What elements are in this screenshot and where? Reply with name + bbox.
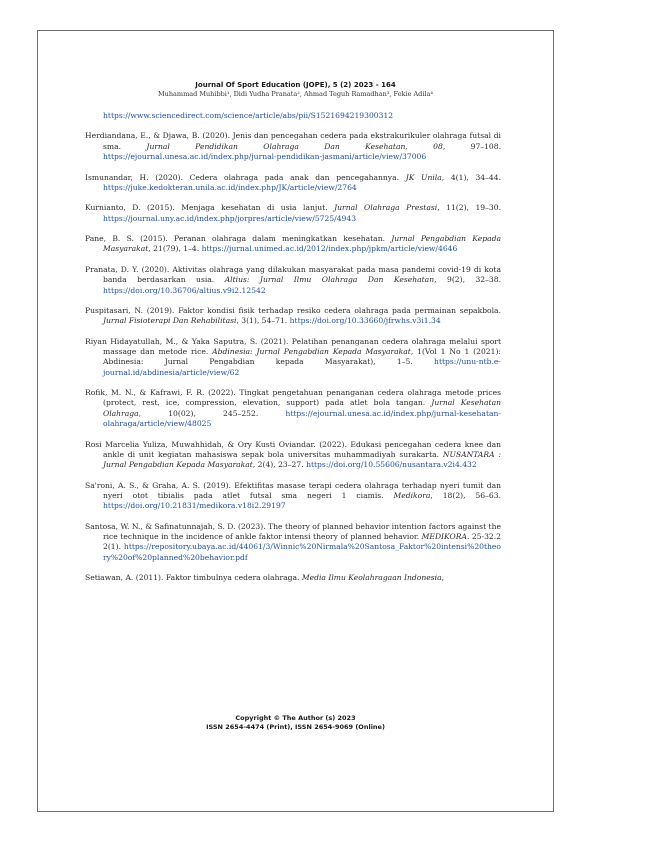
document-page [37, 30, 554, 812]
copyright-notice: Copyright © The Author (s) 2023 [235, 714, 356, 722]
reference-link[interactable]: https://juke.kedokteran.unila.ac.id/index.php/JK/article/view/2764 [103, 182, 357, 192]
reference-item: Pane, B. S. (2015). Peranan olahraga dalam meningkatkan kesehatan. Jurnal Pengabdian Kepada Masyarakat, 21(79), 1–4. https://jurnal.unimed.ac.id/2012/index.php/jpkm/article/view/4646 [85, 234, 501, 254]
reference-item: Sa'roni, A. S., & Graha, A. S. (2019). Efektifitas masase terapi cedera olahraga terhadap nyeri tumit dan nyeri otot tibialis pada atlet futsal sma negeri 1 ciamis. Medikora, 18(2), 56–63. https://doi.org/10.21831/medikora.v18i2.29197 [85, 480, 501, 511]
reference-link[interactable]: https://unu-ntb.e-journal.id/abdinesia/article/view/62 [103, 357, 501, 377]
reference-item: Kurnianto, D. (2015). Menjaga kesehatan di usia lanjut. Jurnal Olahraga Prestasi, 11(2), 19–30. https://journal.uny.ac.id/index.php/jorpres/article/view/5725/4943 [85, 203, 501, 223]
author-list: Muhammad Muhibbi¹, Didi Yudha Pranata², Ahmad Teguh Ramadhan³, Fekie Adila⁴ [158, 90, 433, 98]
reference-link[interactable]: https://repository.ubaya.ac.id/44061/3/Winnic%20Nirmala%20Santosa_Faktor%20intensi%20theory%20of%20planned%20behavior.pdf [103, 542, 501, 562]
reference-item: Pranata, D. Y. (2020). Aktivitas olahraga yang dilakukan masyarakat pada masa pandemi covid-19 di kota banda berdasarkan usia. Altius: Jurnal Ilmu Olahraga Dan Kesehatan, 9(2), 32–38. https://doi.org/10.36706/altius.v9i2.12542 [85, 264, 502, 295]
journal-title: Journal Of Sport Education (JOPE), 5 (2) 2023 - 164 [195, 81, 396, 89]
reference-link[interactable]: https://ejournal.unesa.ac.id/index.php/jurnal-kesehatan-olahraga/article/view/48025 [103, 408, 501, 429]
reference-link[interactable]: https://doi.org/10.36706/altius.v9i2.12542 [103, 285, 266, 295]
page-header [38, 81, 553, 99]
reference-item: Setiawan, A. (2011). Faktor timbulnya cedera olahraga. Media Ilmu Keolahragaan Indonesia, [85, 573, 445, 583]
reference-item: Herdiandana, E., & Djawa, B. (2020). Jenis dan pencegahan cedera pada ekstrakurikuler olahraga futsal di sma. Jurnal Pendidikan Olahraga Dan Kesehatan, 08, 97–108. https://ejournal.unesa.ac.id/index.php/jurnal-pendidikan-jasmani/article/view/37006 [85, 131, 501, 162]
reference-link[interactable]: https://doi.org/10.21831/medikora.v18i2.29197 [103, 501, 286, 511]
reference-item: Rofik, M. N., & Kafrawi, F. R. (2022). Tingkat pengetahuan penanganan cedera olahraga metode prices (protect, rest, ice, compression, elevation, support) pada atlet bola tangan. Jurnal Kesehatan Olahraga, 10(02), 245–252. https://ejournal.unesa.ac.id/index.php/jurnal-kesehatan-olahraga/article/view/48025 [85, 388, 501, 429]
reference-link[interactable]: https://journal.uny.ac.id/index.php/jorpres/article/view/5725/4943 [103, 213, 357, 223]
issn-line: ISSN 2654-4474 (Print), ISSN 2654-9069 (Online) [206, 723, 385, 731]
reference-link[interactable]: https://jurnal.unimed.ac.id/2012/index.php/jpkm/article/view/4646 [201, 244, 458, 254]
reference-item: Santosa, W. N., & Safinatunnajah, S. D. (2023). The theory of planned behavior intention factors against the rice technique in the incidence of ankle faktor intensi theory of planned behavior. MEDIKORA. 25-32.22(1). https://repository.ubaya.ac.id/44061/3/Winnic%20Nirmala%20Santosa_Faktor%20intensi%20theory%20of%20planned%20behavior.pdf [85, 521, 502, 562]
reference-item: Riyan Hidayatullah, M., & Yaka Saputra, S. (2021). Pelatihan penanganan cedera olahraga melalui sport massage dan metode rice. Abdinesia: Jurnal Pengabdian Kepada Masyarakat, 1(Vol 1 No 1 (2021): Abdinesia: Jurnal Pengabdian kepada Masyarakat), 1–5. https://unu-ntb.e-journal.id/abdinesia/article/view/62 [85, 336, 501, 377]
reference-item: Ismunandar, H. (2020). Cedera olahraga pada anak dan pencegahannya. JK Unila, 4(1), 34–44. https://juke.kedokteran.unila.ac.id/index.php/JK/article/view/2764 [85, 172, 502, 192]
reference-item: Puspitasari, N. (2019). Faktor kondisi fisik terhadap resiko cedera olahraga pada permainan sepakbola. Jurnal Fisioterapi Dan Rehabilitasi, 3(1), 54–71. https://doi.org/10.33660/jfrwhs.v3i1.34 [85, 305, 501, 326]
reference-link[interactable]: https://doi.org/10.55606/nusantara.v2i4.432 [306, 460, 477, 470]
reference-list [85, 111, 501, 594]
reference-link[interactable]: https://ejournal.unesa.ac.id/index.php/jurnal-pendidikan-jasmani/article/view/37006 [103, 152, 427, 162]
page-footer [38, 714, 553, 732]
reference-link[interactable]: https://doi.org/10.33660/jfrwhs.v3i1.34 [289, 316, 441, 326]
reference-item: Rosi Marcelia Yuliza, Muwahhidah, & Ory Kusti Oviandar. (2022). Edukasi pencegahan cedera knee dan ankle di unit kegiatan mahasiswa sepak bola universitas muhammadiyah surakarta. NUSANTARA : Jurnal Pengabdian Kepada Masyarakat, 2(4), 23–27. https://doi.org/10.55606/nusantara.v2i4.432 [85, 439, 501, 470]
continued-reference-link[interactable]: https://www.sciencedirect.com/science/article/abs/pii/S1521694219300312 [103, 111, 394, 120]
